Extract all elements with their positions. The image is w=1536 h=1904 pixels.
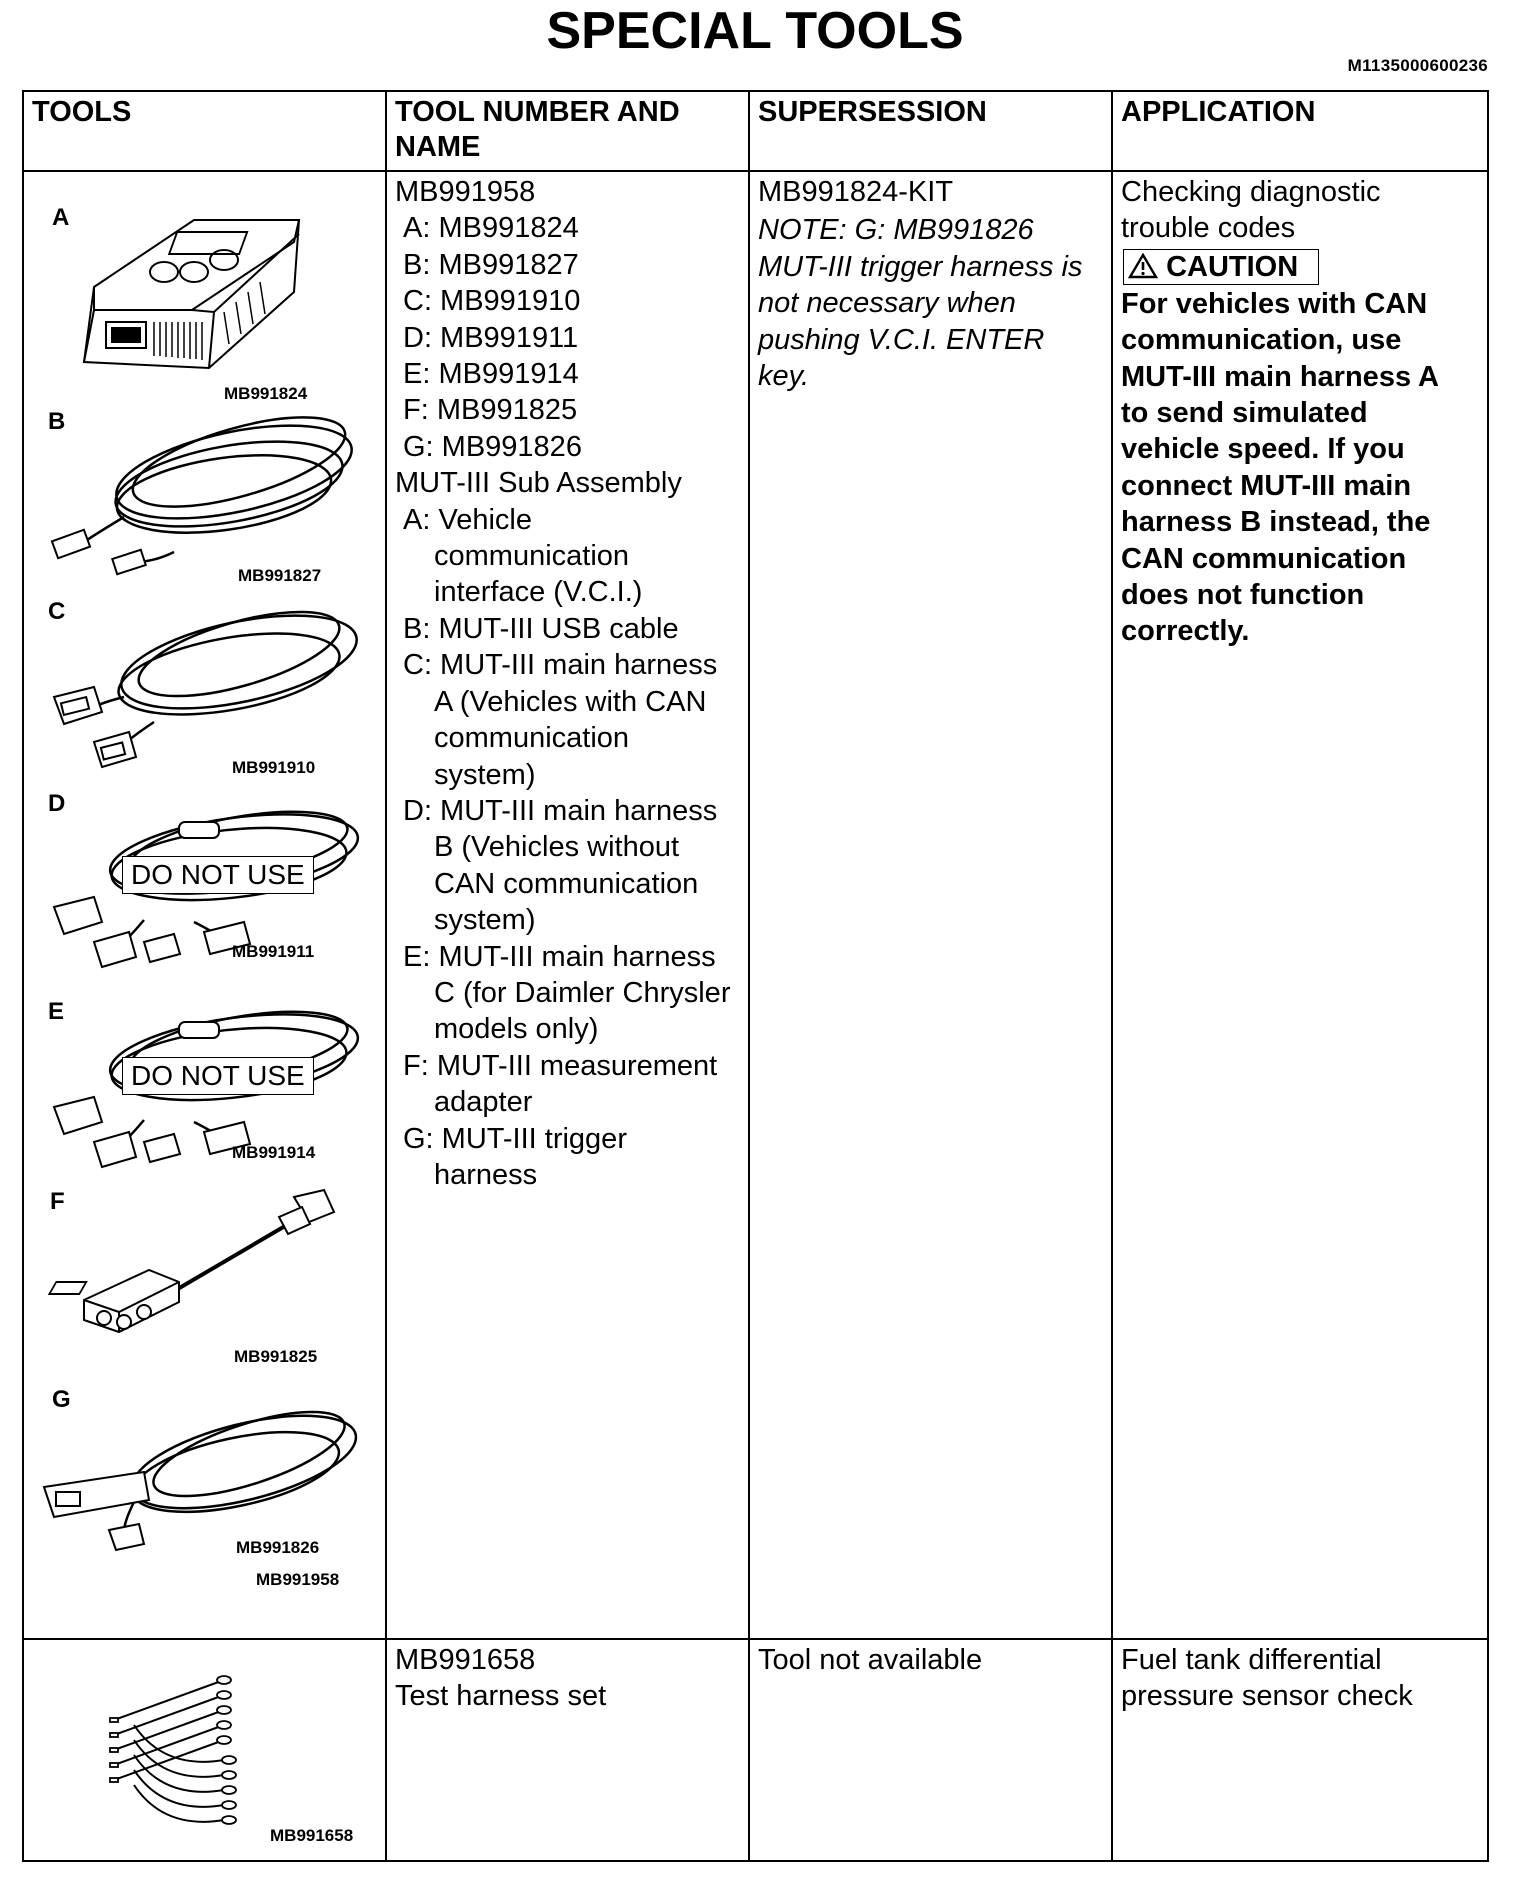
note-line: pushing V.C.I. ENTER [758,323,1045,356]
sub-item-cont: CAN communication [434,867,699,900]
application-cell-mut3 [1112,171,1488,1639]
application-cell-test-harness [1112,1639,1488,1861]
tool-name: Test harness set [395,1680,607,1713]
tool-figure-f [24,1182,384,1382]
tool-letter-g: G [52,1386,71,1413]
tool-code-f: MB991825 [234,1347,318,1366]
tool-code-test-harness: MB991658 [270,1826,354,1845]
header-supersession: SUPERSESSION [749,91,1112,171]
header-row [23,91,1488,171]
application-line: Fuel tank differential [1121,1644,1382,1676]
tool-code-c: MB991910 [232,758,316,777]
note-line: NOTE: G: MB991826 [758,214,1034,247]
header-tools: TOOLS [23,91,386,171]
sub-item-cont: models only) [434,1013,599,1046]
tool-code-a: MB991824 [224,384,308,403]
caution-line: For vehicles with CAN [1121,287,1428,320]
supersession-note [758,212,1103,394]
supersession-cell-mut3 [749,171,1112,1639]
kit-item: D: MB991911 [403,321,579,354]
sub-item: F: MUT-III measurement [403,1049,718,1082]
document-id: M1135000600236 [1347,56,1488,75]
sub-item-cont: B (Vehicles without [434,831,680,864]
kit-item: G: MB991826 [403,430,582,463]
sub-item: D: MUT-III main harness [403,794,718,827]
tool-figure-a [24,172,384,402]
sub-item: E: MUT-III main harness [403,940,716,973]
kit-item: C: MB991910 [403,285,581,318]
special-tools-table [22,90,1489,1862]
caution-body [1121,286,1479,650]
note-line: key. [758,360,810,393]
tool-number: MB991958 [395,176,536,208]
tool-figure-test-harness [24,1640,384,1860]
application-line: trouble codes [1121,212,1296,245]
page-title: SPECIAL TOOLS [546,2,964,60]
vci-unit-drawing [24,172,384,402]
do-not-use-label-d: DO NOT USE [122,856,314,894]
tool-figure-d [24,782,384,982]
do-not-use-label-e: DO NOT USE [122,1057,314,1095]
kit-code: MB991958 [256,1570,340,1589]
note-line: not necessary when [758,287,1016,320]
sub-item: A: Vehicle [403,503,532,536]
caution-line: does not function [1121,579,1365,612]
sub-item: G: MUT-III trigger [403,1122,627,1155]
application-line: Checking diagnostic [1121,176,1381,208]
kit-item: F: MB991825 [403,394,578,427]
caution-box [1123,249,1319,285]
sub-item-cont: interface (V.C.I.) [434,576,643,609]
kit-item: A: MB991824 [403,212,579,245]
sub-item-cont: harness [434,1158,538,1191]
caution-line: MUT-III main harness A [1121,360,1439,393]
caution-line: harness B instead, the [1121,506,1431,539]
table-row-mut3 [23,171,1488,1639]
tool-code-d: MB991911 [232,942,315,961]
table-row-test-harness [23,1639,1488,1861]
sub-item-cont: communication [434,540,630,573]
trigger-harness-drawing [24,1382,384,1582]
tool-number: MB991658 [395,1644,536,1676]
tool-figure-g [24,1382,384,1589]
supersession-cell-test-harness [749,1639,1112,1861]
sub-item-cont: A (Vehicles with CAN [434,685,707,718]
sub-item: B: MUT-III USB cable [403,612,679,645]
caution-line: connect MUT-III main [1121,469,1412,502]
tools-cell-test-harness [23,1639,386,1861]
sub-item-cont: communication [434,722,630,755]
kit-item: E: MB991914 [403,358,579,391]
tool-code-g: MB991826 [236,1538,320,1557]
tool-code-e: MB991914 [232,1143,316,1162]
tool-figure-e [24,982,384,1182]
tool-number-cell-test-harness [386,1639,749,1861]
note-line: MUT-III trigger harness is [758,250,1083,283]
supersession-value: Tool not available [758,1644,983,1676]
tool-letter-a: A [52,204,70,231]
tool-code-b: MB991827 [238,566,322,585]
usb-cable-drawing [24,402,384,592]
tool-figure-c [24,592,384,782]
tool-letter-b: B [48,408,66,435]
caution-line: correctly. [1121,615,1250,648]
header-application: APPLICATION [1112,91,1488,171]
header-tool-number: TOOL NUMBER AND NAME [386,91,749,171]
sub-assembly-title: MUT-III Sub Assembly [395,467,682,500]
main-harness-a-drawing [24,592,384,782]
sub-item-cont: system) [434,758,536,791]
tool-letter-e: E [48,998,65,1025]
application-line: pressure sensor check [1121,1680,1413,1713]
sub-item-cont: adapter [434,1086,533,1119]
sub-item-cont: system) [434,904,536,937]
caution-line: to send simulated [1121,397,1368,430]
sub-item: C: MUT-III main harness [403,649,718,682]
tool-figure-b [24,402,384,592]
caution-line: communication, use [1121,324,1402,357]
kit-item: B: MB991827 [403,248,579,281]
tools-cell-mut3 [23,171,386,1639]
caution-line: vehicle speed. If you [1121,433,1405,466]
caution-line: CAN communication [1121,542,1407,575]
tool-letter-c: C [48,598,66,625]
caution-label: CAUTION [1166,250,1299,283]
measurement-adapter-drawing [24,1182,384,1382]
warning-icon [1128,253,1158,279]
tool-number-cell-mut3 [386,171,749,1639]
sub-item-cont: C (for Daimler Chrysler [434,976,731,1009]
supersession-value: MB991824-KIT [758,176,954,208]
tool-letter-d: D [48,790,66,817]
tool-letter-f: F [50,1188,65,1215]
